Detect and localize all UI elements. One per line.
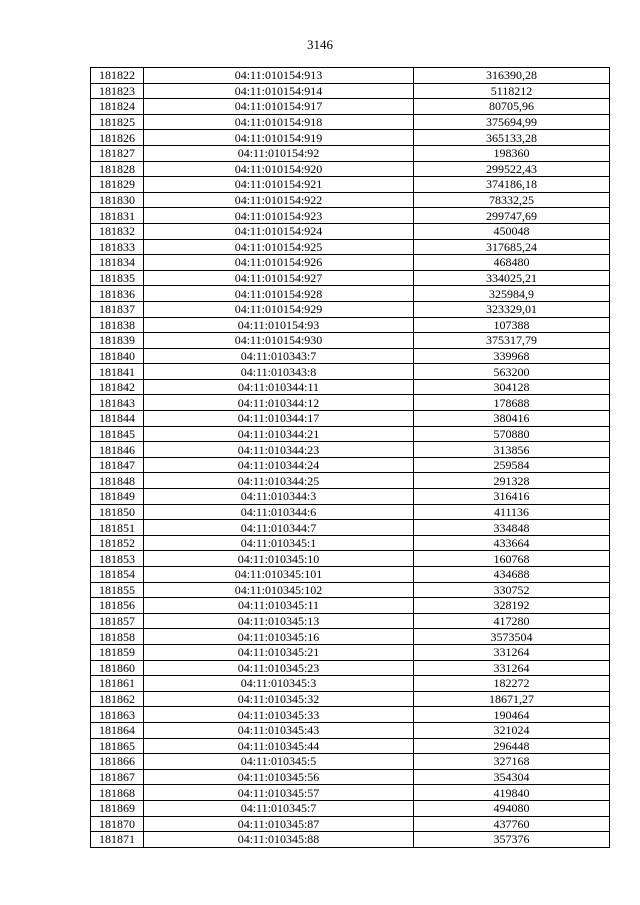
table-row: [91, 364, 610, 380]
cadastral-number-cell: 04:11:010345:57: [144, 785, 414, 801]
table-row: [91, 270, 610, 286]
page-number: 3146: [307, 37, 333, 52]
cadastral-number-cell: 04:11:010154:928: [144, 286, 414, 302]
cadastral-number-cell: 04:11:010344:23: [144, 442, 414, 458]
cadastral-number-cell: 04:11:010154:917: [144, 99, 414, 115]
cadastral-number-cell: 04:11:010345:5: [144, 754, 414, 770]
value-cell: 375694,99: [414, 114, 610, 130]
row-number-cell: 181853: [91, 551, 144, 567]
cadastral-number-cell: 04:11:010154:919: [144, 130, 414, 146]
value-cell: 334025,21: [414, 270, 610, 286]
value-cell: 419840: [414, 785, 610, 801]
cadastral-number-cell: 04:11:010154:913: [144, 68, 414, 84]
cadastral-number-cell: 04:11:010154:924: [144, 223, 414, 239]
row-number-cell: 181842: [91, 379, 144, 395]
row-number-cell: 181844: [91, 411, 144, 427]
cadastral-number-cell: 04:11:010154:920: [144, 161, 414, 177]
value-cell: 182272: [414, 676, 610, 692]
cadastral-number-cell: 04:11:010344:11: [144, 379, 414, 395]
value-cell: 160768: [414, 551, 610, 567]
value-cell: 3573504: [414, 629, 610, 645]
table-row: [91, 676, 610, 692]
table-row: [91, 177, 610, 193]
table-row: [91, 255, 610, 271]
table-row: [91, 192, 610, 208]
table-row: [91, 411, 610, 427]
table-row: [91, 738, 610, 754]
row-number-cell: 181846: [91, 442, 144, 458]
row-number-cell: 181866: [91, 754, 144, 770]
row-number-cell: 181826: [91, 130, 144, 146]
cadastral-number-cell: 04:11:010345:16: [144, 629, 414, 645]
table-row: [91, 551, 610, 567]
row-number-cell: 181860: [91, 660, 144, 676]
row-number-cell: 181845: [91, 426, 144, 442]
value-cell: 375317,79: [414, 333, 610, 349]
value-cell: 570880: [414, 426, 610, 442]
row-number-cell: 181825: [91, 114, 144, 130]
cadastral-number-cell: 04:11:010345:21: [144, 644, 414, 660]
table-row: [91, 457, 610, 473]
value-cell: 259584: [414, 457, 610, 473]
table-row: [91, 239, 610, 255]
row-number-cell: 181857: [91, 613, 144, 629]
cadastral-number-cell: 04:11:010344:25: [144, 473, 414, 489]
row-number-cell: 181833: [91, 239, 144, 255]
row-number-cell: 181849: [91, 489, 144, 505]
row-number-cell: 181850: [91, 504, 144, 520]
row-number-cell: 181832: [91, 223, 144, 239]
table-row: [91, 68, 610, 84]
table-row: [91, 348, 610, 364]
table-row: [91, 130, 610, 146]
cadastral-number-cell: 04:11:010345:13: [144, 613, 414, 629]
value-cell: 321024: [414, 722, 610, 738]
table-row: [91, 754, 610, 770]
data-table: [90, 67, 610, 848]
value-cell: 296448: [414, 738, 610, 754]
value-cell: 323329,01: [414, 301, 610, 317]
value-cell: 178688: [414, 395, 610, 411]
cadastral-number-cell: 04:11:010154:927: [144, 270, 414, 286]
value-cell: 198360: [414, 145, 610, 161]
table-row: [91, 114, 610, 130]
cadastral-number-cell: 04:11:010345:3: [144, 676, 414, 692]
table-body: [91, 68, 610, 848]
cadastral-number-cell: 04:11:010344:6: [144, 504, 414, 520]
row-number-cell: 181823: [91, 83, 144, 99]
value-cell: 316416: [414, 489, 610, 505]
value-cell: 357376: [414, 832, 610, 848]
table-row: [91, 769, 610, 785]
row-number-cell: 181824: [91, 99, 144, 115]
cadastral-number-cell: 04:11:010154:930: [144, 333, 414, 349]
row-number-cell: 181837: [91, 301, 144, 317]
row-number-cell: 181829: [91, 177, 144, 193]
cadastral-number-cell: 04:11:010345:1: [144, 535, 414, 551]
table-row: [91, 598, 610, 614]
cadastral-number-cell: 04:11:010345:7: [144, 800, 414, 816]
cadastral-number-cell: 04:11:010345:102: [144, 582, 414, 598]
cadastral-number-cell: 04:11:010344:21: [144, 426, 414, 442]
table-row: [91, 426, 610, 442]
cadastral-number-cell: 04:11:010154:914: [144, 83, 414, 99]
cadastral-number-cell: 04:11:010343:8: [144, 364, 414, 380]
table-row: [91, 785, 610, 801]
row-number-cell: 181827: [91, 145, 144, 161]
value-cell: 107388: [414, 317, 610, 333]
cadastral-number-cell: 04:11:010154:92: [144, 145, 414, 161]
row-number-cell: 181859: [91, 644, 144, 660]
value-cell: 327168: [414, 754, 610, 770]
cadastral-number-cell: 04:11:010154:926: [144, 255, 414, 271]
cadastral-number-cell: 04:11:010345:43: [144, 722, 414, 738]
row-number-cell: 181852: [91, 535, 144, 551]
value-cell: 417280: [414, 613, 610, 629]
table-row: [91, 208, 610, 224]
row-number-cell: 181863: [91, 707, 144, 723]
value-cell: 380416: [414, 411, 610, 427]
value-cell: 365133,28: [414, 130, 610, 146]
table-row: [91, 535, 610, 551]
cadastral-number-cell: 04:11:010345:23: [144, 660, 414, 676]
cadastral-number-cell: 04:11:010154:929: [144, 301, 414, 317]
table-row: [91, 613, 610, 629]
row-number-cell: 181856: [91, 598, 144, 614]
row-number-cell: 181830: [91, 192, 144, 208]
cadastral-number-cell: 04:11:010344:7: [144, 520, 414, 536]
row-number-cell: 181862: [91, 691, 144, 707]
row-number-cell: 181822: [91, 68, 144, 84]
row-number-cell: 181848: [91, 473, 144, 489]
table-row: [91, 395, 610, 411]
table-row: [91, 660, 610, 676]
row-number-cell: 181843: [91, 395, 144, 411]
cadastral-number-cell: 04:11:010345:56: [144, 769, 414, 785]
table-row: [91, 301, 610, 317]
table-row: [91, 832, 610, 848]
cadastral-number-cell: 04:11:010154:93: [144, 317, 414, 333]
value-cell: 299522,43: [414, 161, 610, 177]
value-cell: 374186,18: [414, 177, 610, 193]
row-number-cell: 181828: [91, 161, 144, 177]
table-row: [91, 99, 610, 115]
row-number-cell: 181840: [91, 348, 144, 364]
table-row: [91, 800, 610, 816]
table-row: [91, 691, 610, 707]
table-row: [91, 816, 610, 832]
cadastral-number-cell: 04:11:010345:88: [144, 832, 414, 848]
value-cell: 437760: [414, 816, 610, 832]
table-row: [91, 582, 610, 598]
table-row: [91, 83, 610, 99]
value-cell: 80705,96: [414, 99, 610, 115]
value-cell: 494080: [414, 800, 610, 816]
value-cell: 339968: [414, 348, 610, 364]
value-cell: 330752: [414, 582, 610, 598]
value-cell: 316390,28: [414, 68, 610, 84]
cadastral-number-cell: 04:11:010345:101: [144, 567, 414, 583]
row-number-cell: 181855: [91, 582, 144, 598]
cadastral-number-cell: 04:11:010343:7: [144, 348, 414, 364]
value-cell: 313856: [414, 442, 610, 458]
table-row: [91, 504, 610, 520]
row-number-cell: 181831: [91, 208, 144, 224]
table-row: [91, 286, 610, 302]
row-number-cell: 181861: [91, 676, 144, 692]
cadastral-number-cell: 04:11:010344:12: [144, 395, 414, 411]
row-number-cell: 181851: [91, 520, 144, 536]
value-cell: 450048: [414, 223, 610, 239]
cadastral-number-cell: 04:11:010345:10: [144, 551, 414, 567]
row-number-cell: 181871: [91, 832, 144, 848]
value-cell: 304128: [414, 379, 610, 395]
row-number-cell: 181854: [91, 567, 144, 583]
row-number-cell: 181858: [91, 629, 144, 645]
value-cell: 325984,9: [414, 286, 610, 302]
cadastral-number-cell: 04:11:010154:921: [144, 177, 414, 193]
table-row: [91, 629, 610, 645]
table-row: [91, 379, 610, 395]
cadastral-number-cell: 04:11:010154:923: [144, 208, 414, 224]
cadastral-number-cell: 04:11:010344:17: [144, 411, 414, 427]
row-number-cell: 181836: [91, 286, 144, 302]
row-number-cell: 181839: [91, 333, 144, 349]
value-cell: 468480: [414, 255, 610, 271]
row-number-cell: 181868: [91, 785, 144, 801]
value-cell: 331264: [414, 644, 610, 660]
cadastral-number-cell: 04:11:010154:922: [144, 192, 414, 208]
value-cell: 433664: [414, 535, 610, 551]
row-number-cell: 181835: [91, 270, 144, 286]
value-cell: 563200: [414, 364, 610, 380]
value-cell: 328192: [414, 598, 610, 614]
cadastral-number-cell: 04:11:010154:925: [144, 239, 414, 255]
value-cell: 354304: [414, 769, 610, 785]
value-cell: 5118212: [414, 83, 610, 99]
row-number-cell: 181834: [91, 255, 144, 271]
value-cell: 299747,69: [414, 208, 610, 224]
cadastral-number-cell: 04:11:010345:44: [144, 738, 414, 754]
table-row: [91, 489, 610, 505]
cadastral-number-cell: 04:11:010154:918: [144, 114, 414, 130]
value-cell: 291328: [414, 473, 610, 489]
value-cell: 331264: [414, 660, 610, 676]
value-cell: 434688: [414, 567, 610, 583]
cadastral-number-cell: 04:11:010344:24: [144, 457, 414, 473]
row-number-cell: 181841: [91, 364, 144, 380]
table-row: [91, 161, 610, 177]
value-cell: 334848: [414, 520, 610, 536]
table-row: [91, 317, 610, 333]
table-row: [91, 722, 610, 738]
cadastral-number-cell: 04:11:010344:3: [144, 489, 414, 505]
value-cell: 317685,24: [414, 239, 610, 255]
row-number-cell: 181847: [91, 457, 144, 473]
cadastral-number-cell: 04:11:010345:32: [144, 691, 414, 707]
value-cell: 190464: [414, 707, 610, 723]
row-number-cell: 181864: [91, 722, 144, 738]
table-row: [91, 223, 610, 239]
row-number-cell: 181869: [91, 800, 144, 816]
table-row: [91, 473, 610, 489]
row-number-cell: 181870: [91, 816, 144, 832]
table-row: [91, 644, 610, 660]
table-row: [91, 520, 610, 536]
cadastral-number-cell: 04:11:010345:33: [144, 707, 414, 723]
value-cell: 78332,25: [414, 192, 610, 208]
row-number-cell: 181838: [91, 317, 144, 333]
row-number-cell: 181867: [91, 769, 144, 785]
cadastral-number-cell: 04:11:010345:87: [144, 816, 414, 832]
row-number-cell: 181865: [91, 738, 144, 754]
value-cell: 18671,27: [414, 691, 610, 707]
table-row: [91, 567, 610, 583]
table-row: [91, 145, 610, 161]
value-cell: 411136: [414, 504, 610, 520]
cadastral-number-cell: 04:11:010345:11: [144, 598, 414, 614]
table-row: [91, 707, 610, 723]
table-row: [91, 442, 610, 458]
table-row: [91, 333, 610, 349]
